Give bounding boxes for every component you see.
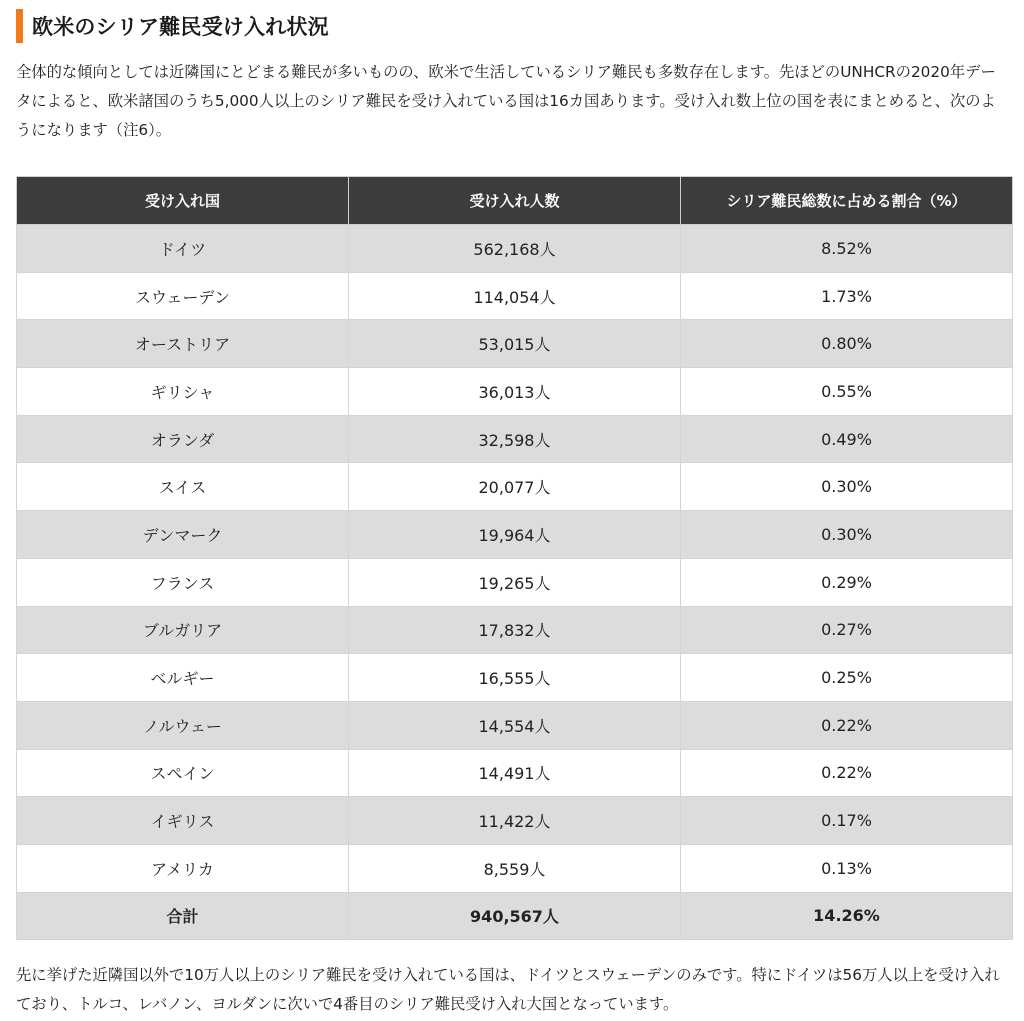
table-row — [17, 320, 1013, 368]
table-row — [17, 749, 1013, 797]
cell-country: オランダ — [17, 415, 349, 463]
table-header-row — [17, 177, 1013, 225]
cell-count: 19,964人 — [349, 511, 681, 559]
cell-share: 0.55% — [681, 368, 1013, 416]
cell-share: 0.13% — [681, 844, 1013, 892]
cell-country: アメリカ — [17, 844, 349, 892]
cell-count: 14,554人 — [349, 701, 681, 749]
cell-share: 0.22% — [681, 749, 1013, 797]
cell-country: ドイツ — [17, 225, 349, 273]
header-country: 受け入れ国 — [17, 177, 349, 225]
header-count: 受け入れ人数 — [349, 177, 681, 225]
cell-share: 8.52% — [681, 225, 1013, 273]
cell-count: 11,422人 — [349, 797, 681, 845]
cell-count: 14,491人 — [349, 749, 681, 797]
cell-count: 36,013人 — [349, 368, 681, 416]
cell-country: ブルガリア — [17, 606, 349, 654]
table-row — [17, 701, 1013, 749]
cell-country: スウェーデン — [17, 272, 349, 320]
total-label: 合計 — [17, 892, 349, 940]
table-row — [17, 272, 1013, 320]
cell-count: 20,077人 — [349, 463, 681, 511]
article-section — [0, 9, 1024, 1013]
cell-country: スイス — [17, 463, 349, 511]
cell-count: 16,555人 — [349, 654, 681, 702]
table-row — [17, 844, 1013, 892]
cell-country: ベルギー — [17, 654, 349, 702]
outro-paragraph: 先に挙げた近隣国以外で10万人以上のシリア難民を受け入れている国は、ドイツとスウェーデンのみです。特にドイツは56万人以上を受け入れており、トルコ、レバノン、ヨルダンに次いで4番目のシリア難民受け入れ大国となっています。 — [16, 966, 1000, 1013]
table-row — [17, 225, 1013, 273]
section-heading — [16, 9, 1010, 43]
table-row — [17, 797, 1013, 845]
table-total-row — [17, 892, 1013, 940]
cell-count: 19,265人 — [349, 558, 681, 606]
cell-country: フランス — [17, 558, 349, 606]
cell-count: 114,054人 — [349, 272, 681, 320]
table-row — [17, 558, 1013, 606]
cell-share: 0.27% — [681, 606, 1013, 654]
table-row — [17, 463, 1013, 511]
cell-count: 32,598人 — [349, 415, 681, 463]
cell-share: 0.30% — [681, 511, 1013, 559]
table-body — [17, 225, 1013, 940]
table-row — [17, 368, 1013, 416]
cell-share: 0.25% — [681, 654, 1013, 702]
cell-share: 0.22% — [681, 701, 1013, 749]
intro-paragraph: 全体的な傾向としては近隣国にとどまる難民が多いものの、欧米で生活しているシリア難民も多数存在します。先ほどのUNHCRの2020年データによると、欧米諸国のうち5,000人以上のシリア難民を受け入れている国は16カ国あります。受け入れ数上位の国を表にまとめると、次のようになります（注6）。 — [16, 63, 996, 139]
table-row — [17, 415, 1013, 463]
cell-country: オーストリア — [17, 320, 349, 368]
cell-count: 53,015人 — [349, 320, 681, 368]
cell-share: 0.80% — [681, 320, 1013, 368]
cell-country: スペイン — [17, 749, 349, 797]
cell-share: 1.73% — [681, 272, 1013, 320]
refugee-table — [16, 176, 1013, 940]
total-share: 14.26% — [681, 892, 1013, 940]
cell-count: 562,168人 — [349, 225, 681, 273]
header-share: シリア難民総数に占める割合（%） — [681, 177, 1013, 225]
cell-country: デンマーク — [17, 511, 349, 559]
cell-country: ノルウェー — [17, 701, 349, 749]
cell-share: 0.49% — [681, 415, 1013, 463]
heading-accent-bar — [16, 9, 23, 43]
cell-share: 0.30% — [681, 463, 1013, 511]
cell-share: 0.17% — [681, 797, 1013, 845]
cell-country: イギリス — [17, 797, 349, 845]
cell-count: 17,832人 — [349, 606, 681, 654]
cell-country: ギリシャ — [17, 368, 349, 416]
heading-title: 欧米のシリア難民受け入れ状況 — [32, 15, 329, 39]
total-count: 940,567人 — [349, 892, 681, 940]
table-row — [17, 654, 1013, 702]
cell-count: 8,559人 — [349, 844, 681, 892]
cell-share: 0.29% — [681, 558, 1013, 606]
table-row — [17, 511, 1013, 559]
table-row — [17, 606, 1013, 654]
